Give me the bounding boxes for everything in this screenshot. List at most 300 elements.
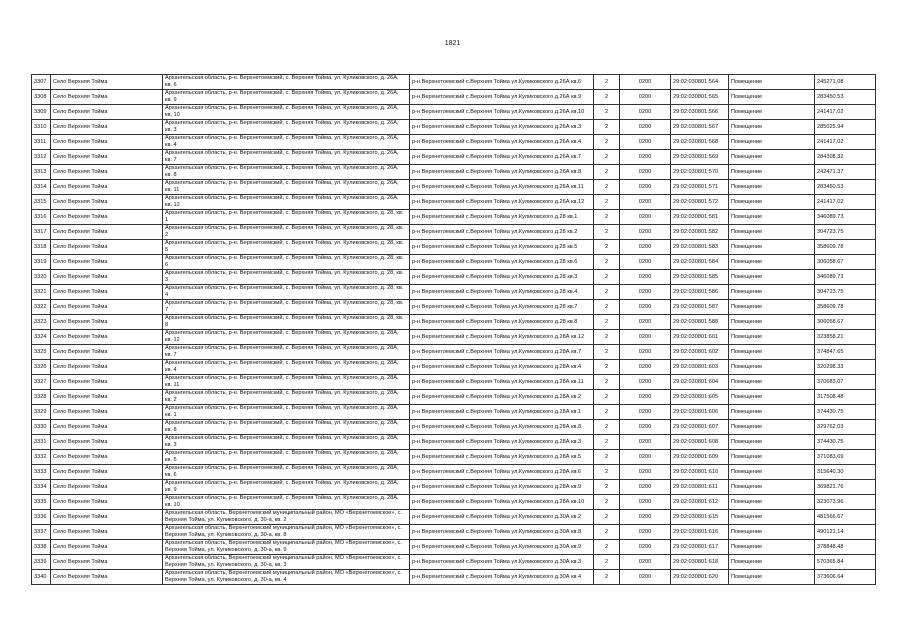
group-code-cell: 2 [594,165,620,180]
cadastral-number-cell: 29:02:030801:567 [671,120,729,135]
registry-body [32,75,876,585]
table-row [32,210,876,225]
row-number: 3334 [32,480,51,495]
address-cell: Архангельская область, р-н. Верхнетоемский, с. Верхняя Тойма, ул. Куликовского, д. 28, кв. 1 [163,210,410,225]
table-row [32,300,876,315]
table-row [32,495,876,510]
locality-cell: Село Верхняя Тойма [51,540,163,555]
object-type-cell: Помещение [729,195,815,210]
short-address-cell: р-н Верхнетоемский с.Верхняя Тойма ул.Куликовского д.28 кв.4 [410,285,594,300]
use-code-cell: 0200 [620,435,671,450]
object-type-cell: Помещение [729,315,815,330]
cadastral-value-cell: 570365.84 [815,555,876,570]
locality-cell: Село Верхняя Тойма [51,270,163,285]
table-row [32,570,876,585]
row-number: 3335 [32,495,51,510]
group-code-cell: 2 [594,435,620,450]
group-code-cell: 2 [594,225,620,240]
locality-cell: Село Верхняя Тойма [51,405,163,420]
locality-cell: Село Верхняя Тойма [51,510,163,525]
table-row [32,450,876,465]
cadastral-value-cell: 306058.67 [815,255,876,270]
address-cell: Архангельская область, р-н. Верхнетоемский, с. Верхняя Тойма, ул. Куликовского, д. 28А, кв. 12 [163,330,410,345]
use-code-cell: 0200 [620,345,671,360]
table-row [32,510,876,525]
use-code-cell: 0200 [620,105,671,120]
object-type-cell: Помещение [729,105,815,120]
locality-cell: Село Верхняя Тойма [51,420,163,435]
locality-cell: Село Верхняя Тойма [51,90,163,105]
cadastral-value-cell: 490121,14 [815,525,876,540]
locality-cell: Село Верхняя Тойма [51,180,163,195]
cadastral-number-cell: 29:02:030801:571 [671,180,729,195]
group-code-cell: 2 [594,405,620,420]
group-code-cell: 2 [594,105,620,120]
object-type-cell: Помещение [729,375,815,390]
short-address-cell: р-н Верхнетоемский с.Верхняя Тойма ул.Куликовского д.26А кв.10 [410,105,594,120]
group-code-cell: 2 [594,570,620,585]
address-cell: Архангельская область, Верхнетоемский муниципальный район, МО «Верхнетоемское», с. Верхняя Тойма, ул. Куликовского, д. 30-а, кв. 9 [163,540,410,555]
address-cell: Архангельская область, Верхнетоемский муниципальный район, МО «Верхнетоемское», с. Верхняя Тойма, ул. Куликовского, д. 30-а, кв. 8 [163,525,410,540]
table-row [32,240,876,255]
locality-cell: Село Верхняя Тойма [51,450,163,465]
address-cell: Архангельская область, Верхнетоемский муниципальный район, МО «Верхнетоемское», с. Верхняя Тойма, ул. Куликовского, д. 30-а, кв. 2 [163,510,410,525]
table-row [32,315,876,330]
address-cell: Архангельская область, р-н. Верхнетоемский, с. Верхняя Тойма, ул. Куликовского, д. 28А, кв. 6 [163,465,410,480]
short-address-cell: р-н Верхнетоемский с.Верхняя Тойма ул.Куликовского д.26А кв.8 [410,165,594,180]
table-row [32,150,876,165]
address-cell: Архангельская область, Верхнетоемский муниципальный район, МО «Верхнетоемское», с. Верхняя Тойма, ул. Куликовского, д. 30-а, кв. 4 [163,570,410,585]
short-address-cell: р-н Верхнетоемский с.Верхняя Тойма ул.Куликовского д.26А кв.4 [410,135,594,150]
group-code-cell: 2 [594,480,620,495]
cadastral-number-cell: 29:02:030801:566 [671,105,729,120]
use-code-cell: 0200 [620,135,671,150]
cadastral-number-cell: 29:02:030801:583 [671,240,729,255]
object-type-cell: Помещение [729,300,815,315]
cadastral-number-cell: 29:02:030801:610 [671,465,729,480]
short-address-cell: р-н Верхнетоемский с.Верхняя Тойма ул.Куликовского д.28 кв.5 [410,240,594,255]
address-cell: Архангельская область, р-н. Верхнетоемский, с. Верхняя Тойма, ул. Куликовского, д. 26А, кв. 12 [163,195,410,210]
use-code-cell: 0200 [620,90,671,105]
address-cell: Архангельская область, р-н. Верхнетоемский, с. Верхняя Тойма, ул. Куликовского, д. 26А, кв. 8 [163,165,410,180]
object-type-cell: Помещение [729,480,815,495]
row-number: 3330 [32,420,51,435]
table-row [32,330,876,345]
row-number: 3313 [32,165,51,180]
short-address-cell: р-н Верхнетоемский с.Верхняя Тойма ул.Куликовского д.28А кв.1 [410,405,594,420]
cadastral-number-cell: 29:02:030801:607 [671,420,729,435]
object-type-cell: Помещение [729,570,815,585]
short-address-cell: р-н Верхнетоемский с.Верхняя Тойма ул.Куликовского д.28А кв.2 [410,390,594,405]
cadastral-value-cell: 323073.96 [815,495,876,510]
group-code-cell: 2 [594,540,620,555]
short-address-cell: р-н Верхнетоемский с.Верхняя Тойма ул.Куликовского д.28 кв.1 [410,210,594,225]
cadastral-value-cell: 358609.78 [815,240,876,255]
use-code-cell: 0200 [620,525,671,540]
object-type-cell: Помещение [729,165,815,180]
group-code-cell: 2 [594,450,620,465]
use-code-cell: 0200 [620,375,671,390]
table-row [32,90,876,105]
address-cell: Архангельская область, р-н. Верхнетоемский, с. Верхняя Тойма, ул. Куликовского, д. 28А, кв. 3 [163,435,410,450]
address-cell: Архангельская область, р-н. Верхнетоемский, с. Верхняя Тойма, ул. Куликовского, д. 28А, кв. 4 [163,360,410,375]
cadastral-value-cell: 346089.73 [815,270,876,285]
locality-cell: Село Верхняя Тойма [51,120,163,135]
locality-cell: Село Верхняя Тойма [51,75,163,90]
row-number: 3325 [32,345,51,360]
group-code-cell: 2 [594,240,620,255]
short-address-cell: р-н Верхнетоемский с.Верхняя Тойма ул.Куликовского д.28 кв.3 [410,270,594,285]
address-cell: Архангельская область, р-н. Верхнетоемский, с. Верхняя Тойма, ул. Куликовского, д. 28А, кв. 7 [163,345,410,360]
address-cell: Архангельская область, р-н. Верхнетоемский, с. Верхняя Тойма, ул. Куликовского, д. 28, кв. 3 [163,270,410,285]
row-number: 3331 [32,435,51,450]
row-number: 3327 [32,375,51,390]
object-type-cell: Помещение [729,540,815,555]
short-address-cell: р-н Верхнетоемский с.Верхняя Тойма ул.Куликовского д.26А кв.11 [410,180,594,195]
object-type-cell: Помещение [729,255,815,270]
table-row [32,525,876,540]
object-type-cell: Помещение [729,420,815,435]
object-type-cell: Помещение [729,345,815,360]
row-number: 3333 [32,465,51,480]
short-address-cell: р-н Верхнетоемский с.Верхняя Тойма ул.Куликовского д.28 кв.6 [410,255,594,270]
locality-cell: Село Верхняя Тойма [51,195,163,210]
address-cell: Архангельская область, р-н. Верхнетоемский, с. Верхняя Тойма, ул. Куликовского, д. 26А, кв. 10 [163,105,410,120]
use-code-cell: 0200 [620,450,671,465]
short-address-cell: р-н Верхнетоемский с.Верхняя Тойма ул.Куликовского д.28 кв.8 [410,315,594,330]
use-code-cell: 0200 [620,255,671,270]
table-row [32,390,876,405]
cadastral-value-cell: 283450.53 [815,180,876,195]
row-number: 3320 [32,270,51,285]
object-type-cell: Помещение [729,360,815,375]
short-address-cell: р-н Верхнетоемский с.Верхняя Тойма ул.Куликовского д.28А кв.11 [410,375,594,390]
short-address-cell: р-н Верхнетоемский с.Верхняя Тойма ул.Куликовского д.30А кв.4 [410,570,594,585]
group-code-cell: 2 [594,510,620,525]
short-address-cell: р-н Верхнетоемский с.Верхняя Тойма ул.Куликовского д.28 кв.7 [410,300,594,315]
object-type-cell: Помещение [729,450,815,465]
table-row [32,135,876,150]
locality-cell: Село Верхняя Тойма [51,105,163,120]
cadastral-number-cell: 29:02:030801:609 [671,450,729,465]
use-code-cell: 0200 [620,195,671,210]
group-code-cell: 2 [594,255,620,270]
cadastral-number-cell: 29:02:030801:616 [671,525,729,540]
locality-cell: Село Верхняя Тойма [51,150,163,165]
use-code-cell: 0200 [620,405,671,420]
object-type-cell: Помещение [729,150,815,165]
address-cell: Архангельская область, р-н. Верхнетоемский, с. Верхняя Тойма, ул. Куликовского, д. 28А, кв. 5 [163,450,410,465]
cadastral-number-cell: 29:02:030801:568 [671,135,729,150]
use-code-cell: 0200 [620,360,671,375]
short-address-cell: р-н Верхнетоемский с.Верхняя Тойма ул.Куликовского д.28А кв.5 [410,450,594,465]
cadastral-value-cell: 378848.48 [815,540,876,555]
group-code-cell: 2 [594,270,620,285]
group-code-cell: 2 [594,390,620,405]
short-address-cell: р-н Верхнетоемский с.Верхняя Тойма ул.Куликовского д.28А кв.3 [410,435,594,450]
object-type-cell: Помещение [729,75,815,90]
use-code-cell: 0200 [620,300,671,315]
short-address-cell: р-н Верхнетоемский с.Верхняя Тойма ул.Куликовского д.28А кв.7 [410,345,594,360]
object-type-cell: Помещение [729,270,815,285]
cadastral-value-cell: 245271,08 [815,75,876,90]
row-number: 3326 [32,360,51,375]
object-type-cell: Помещение [729,555,815,570]
table-row [32,75,876,90]
address-cell: Архангельская область, р-н. Верхнетоемский, с. Верхняя Тойма, ул. Куликовского, д. 26А, кв. 9 [163,90,410,105]
short-address-cell: р-н Верхнетоемский с.Верхняя Тойма ул.Куликовского д.28А кв.6 [410,465,594,480]
table-row [32,285,876,300]
address-cell: Архангельская область, р-н. Верхнетоемский, с. Верхняя Тойма, ул. Куликовского, д. 28, кв. 2 [163,225,410,240]
cadastral-number-cell: 29:02:030801:570 [671,165,729,180]
locality-cell: Село Верхняя Тойма [51,495,163,510]
use-code-cell: 0200 [620,120,671,135]
cadastral-value-cell: 320298.33 [815,360,876,375]
row-number: 3328 [32,390,51,405]
row-number: 3340 [32,570,51,585]
row-number: 3308 [32,90,51,105]
use-code-cell: 0200 [620,285,671,300]
use-code-cell: 0200 [620,390,671,405]
cadastral-number-cell: 29:02:030801:585 [671,270,729,285]
object-type-cell: Помещение [729,330,815,345]
cadastral-number-cell: 29:02:030801:612 [671,495,729,510]
use-code-cell: 0200 [620,180,671,195]
cadastral-value-cell: 481566.67 [815,510,876,525]
table-row [32,165,876,180]
locality-cell: Село Верхняя Тойма [51,480,163,495]
use-code-cell: 0200 [620,330,671,345]
object-type-cell: Помещение [729,225,815,240]
locality-cell: Село Верхняя Тойма [51,240,163,255]
address-cell: Архангельская область, р-н. Верхнетоемский, с. Верхняя Тойма, ул. Куликовского, д. 26А, кв. 4 [163,135,410,150]
object-type-cell: Помещение [729,180,815,195]
group-code-cell: 2 [594,90,620,105]
cadastral-number-cell: 29:02:030801:587 [671,300,729,315]
object-type-cell: Помещение [729,90,815,105]
object-type-cell: Помещение [729,120,815,135]
object-type-cell: Помещение [729,405,815,420]
cadastral-value-cell: 304723.75 [815,225,876,240]
group-code-cell: 2 [594,375,620,390]
cadastral-number-cell: 29:02:030801:615 [671,510,729,525]
group-code-cell: 2 [594,555,620,570]
address-cell: Архангельская область, р-н. Верхнетоемский, с. Верхняя Тойма, ул. Куликовского, д. 28А, кв. 10 [163,495,410,510]
group-code-cell: 2 [594,345,620,360]
row-number: 3323 [32,315,51,330]
cadastral-number-cell: 29:02:030801:611 [671,480,729,495]
table-row [32,405,876,420]
group-code-cell: 2 [594,150,620,165]
cadastral-number-cell: 29:02:030801:572 [671,195,729,210]
cadastral-value-cell: 374847.65 [815,345,876,360]
cadastral-number-cell: 29:02:030801:602 [671,345,729,360]
table-row [32,255,876,270]
short-address-cell: р-н Верхнетоемский с.Верхняя Тойма ул.Куликовского д.28А кв.4 [410,360,594,375]
locality-cell: Село Верхняя Тойма [51,135,163,150]
group-code-cell: 2 [594,180,620,195]
locality-cell: Село Верхняя Тойма [51,345,163,360]
locality-cell: Село Верхняя Тойма [51,285,163,300]
object-type-cell: Помещение [729,435,815,450]
object-type-cell: Помещение [729,135,815,150]
group-code-cell: 2 [594,210,620,225]
locality-cell: Село Верхняя Тойма [51,315,163,330]
address-cell: Архангельская область, р-н. Верхнетоемский, с. Верхняя Тойма, ул. Куликовского, д. 26А, кв. 7 [163,150,410,165]
address-cell: Архангельская область, р-н. Верхнетоемский, с. Верхняя Тойма, ул. Куликовского, д. 28А, кв. 8 [163,420,410,435]
cadastral-number-cell: 29:02:030801:581 [671,210,729,225]
use-code-cell: 0200 [620,210,671,225]
table-row [32,360,876,375]
cadastral-value-cell: 317508.48 [815,390,876,405]
use-code-cell: 0200 [620,420,671,435]
short-address-cell: р-н Верхнетоемский с.Верхняя Тойма ул.Куликовского д.28А кв.10 [410,495,594,510]
row-number: 3332 [32,450,51,465]
object-type-cell: Помещение [729,525,815,540]
table-row [32,195,876,210]
table-row [32,375,876,390]
short-address-cell: р-н Верхнетоемский с.Верхняя Тойма ул.Куликовского д.26А кв.3 [410,120,594,135]
row-number: 3337 [32,525,51,540]
cadastral-value-cell: 241417,02 [815,105,876,120]
table-row [32,420,876,435]
row-number: 3338 [32,540,51,555]
group-code-cell: 2 [594,135,620,150]
cadastral-value-cell: 242471.37 [815,165,876,180]
cadastral-number-cell: 29:02:030801:564 [671,75,729,90]
page-number: 1821 [444,40,461,47]
row-number: 3321 [32,285,51,300]
group-code-cell: 2 [594,360,620,375]
table-row [32,120,876,135]
object-type-cell: Помещение [729,285,815,300]
locality-cell: Село Верхняя Тойма [51,465,163,480]
use-code-cell: 0200 [620,75,671,90]
cadastral-number-cell: 29:02:030801:605 [671,390,729,405]
short-address-cell: р-н Верхнетоемский с.Верхняя Тойма ул.Куликовского д.28 кв.2 [410,225,594,240]
cadastral-number-cell: 29:02:030801:601 [671,330,729,345]
address-cell: Архангельская область, р-н. Верхнетоемский, с. Верхняя Тойма, ул. Куликовского, д. 28, кв. 4 [163,285,410,300]
row-number: 3324 [32,330,51,345]
address-cell: Архангельская область, р-н. Верхнетоемский, с. Верхняя Тойма, ул. Куликовского, д. 28А, кв. 1 [163,405,410,420]
address-cell: Архангельская область, р-н. Верхнетоемский, с. Верхняя Тойма, ул. Куликовского, д. 28, кв. 7 [163,300,410,315]
row-number: 3318 [32,240,51,255]
row-number: 3322 [32,300,51,315]
use-code-cell: 0200 [620,315,671,330]
address-cell: Архангельская область, р-н. Верхнетоемский, с. Верхняя Тойма, ул. Куликовского, д. 28, кв. 8 [163,315,410,330]
table-row [32,480,876,495]
use-code-cell: 0200 [620,465,671,480]
use-code-cell: 0200 [620,540,671,555]
cadastral-value-cell: 284308,32 [815,150,876,165]
address-cell: Архангельская область, Верхнетоемский муниципальный район, МО «Верхнетоемское», с. Верхняя Тойма, ул. Куликовского, д. 30-а, кв. 3 [163,555,410,570]
group-code-cell: 2 [594,525,620,540]
group-code-cell: 2 [594,330,620,345]
locality-cell: Село Верхняя Тойма [51,330,163,345]
row-number: 3312 [32,150,51,165]
locality-cell: Село Верхняя Тойма [51,375,163,390]
use-code-cell: 0200 [620,510,671,525]
cadastral-number-cell: 29:02:030801:584 [671,255,729,270]
cadastral-number-cell: 29:02:030801:606 [671,405,729,420]
group-code-cell: 2 [594,420,620,435]
row-number: 3311 [32,135,51,150]
locality-cell: Село Верхняя Тойма [51,210,163,225]
locality-cell: Село Верхняя Тойма [51,225,163,240]
short-address-cell: р-н Верхнетоемский с.Верхняя Тойма ул.Куликовского д.30А кв.9 [410,540,594,555]
cadastral-number-cell: 29:02:030801:618 [671,555,729,570]
object-type-cell: Помещение [729,390,815,405]
locality-cell: Село Верхняя Тойма [51,525,163,540]
cadastral-number-cell: 29:02:030801:603 [671,360,729,375]
row-number: 3339 [32,555,51,570]
short-address-cell: р-н Верхнетоемский с.Верхняя Тойма ул.Куликовского д.30А кв.3 [410,555,594,570]
use-code-cell: 0200 [620,555,671,570]
cadastral-value-cell: 371083,69 [815,450,876,465]
cadastral-value-cell: 315640.30 [815,465,876,480]
row-number: 3307 [32,75,51,90]
locality-cell: Село Верхняя Тойма [51,555,163,570]
group-code-cell: 2 [594,300,620,315]
row-number: 3316 [32,210,51,225]
cadastral-value-cell: 370683,07 [815,375,876,390]
row-number: 3329 [32,405,51,420]
short-address-cell: р-н Верхнетоемский с.Верхняя Тойма ул.Куликовского д.26А кв.6 [410,75,594,90]
table-row [32,540,876,555]
group-code-cell: 2 [594,285,620,300]
table-row [32,345,876,360]
address-cell: Архангельская область, р-н. Верхнетоемский, с. Верхняя Тойма, ул. Куликовского, д. 28А, кв. 11 [163,375,410,390]
table-row [32,435,876,450]
row-number: 3310 [32,120,51,135]
cadastral-value-cell: 374430.75 [815,405,876,420]
cadastral-value-cell: 306058.67 [815,315,876,330]
use-code-cell: 0200 [620,225,671,240]
table-row [32,105,876,120]
use-code-cell: 0200 [620,270,671,285]
cadastral-value-cell: 374430.75 [815,435,876,450]
address-cell: Архангельская область, р-н. Верхнетоемский, с. Верхняя Тойма, ул. Куликовского, д. 28, кв. 5 [163,240,410,255]
row-number: 3336 [32,510,51,525]
object-type-cell: Помещение [729,510,815,525]
cadastral-number-cell: 29:02:030801:608 [671,435,729,450]
cadastral-number-cell: 29:02:030801:565 [671,90,729,105]
locality-cell: Село Верхняя Тойма [51,360,163,375]
locality-cell: Село Верхняя Тойма [51,165,163,180]
table-row [32,465,876,480]
group-code-cell: 2 [594,495,620,510]
group-code-cell: 2 [594,315,620,330]
cadastral-value-cell: 323858.21 [815,330,876,345]
cadastral-value-cell: 329762.03 [815,420,876,435]
cadastral-number-cell: 29:02:030801:569 [671,150,729,165]
address-cell: Архангельская область, р-н. Верхнетоемский, с. Верхняя Тойма, ул. Куликовского, д. 26А, кв. 11 [163,180,410,195]
cadastral-number-cell: 29:02:030801:588 [671,315,729,330]
locality-cell: Село Верхняя Тойма [51,435,163,450]
use-code-cell: 0200 [620,165,671,180]
use-code-cell: 0200 [620,150,671,165]
cadastral-value-cell: 285025.94 [815,120,876,135]
cadastral-value-cell: 283450.53 [815,90,876,105]
cadastral-value-cell: 373606.64 [815,570,876,585]
object-type-cell: Помещение [729,495,815,510]
short-address-cell: р-н Верхнетоемский с.Верхняя Тойма ул.Куликовского д.28А кв.9 [410,480,594,495]
object-type-cell: Помещение [729,210,815,225]
cadastral-value-cell: 304723.75 [815,285,876,300]
registry-table [31,74,876,585]
row-number: 3315 [32,195,51,210]
short-address-cell: р-н Верхнетоемский с.Верхняя Тойма ул.Куликовского д.28А кв.8 [410,420,594,435]
